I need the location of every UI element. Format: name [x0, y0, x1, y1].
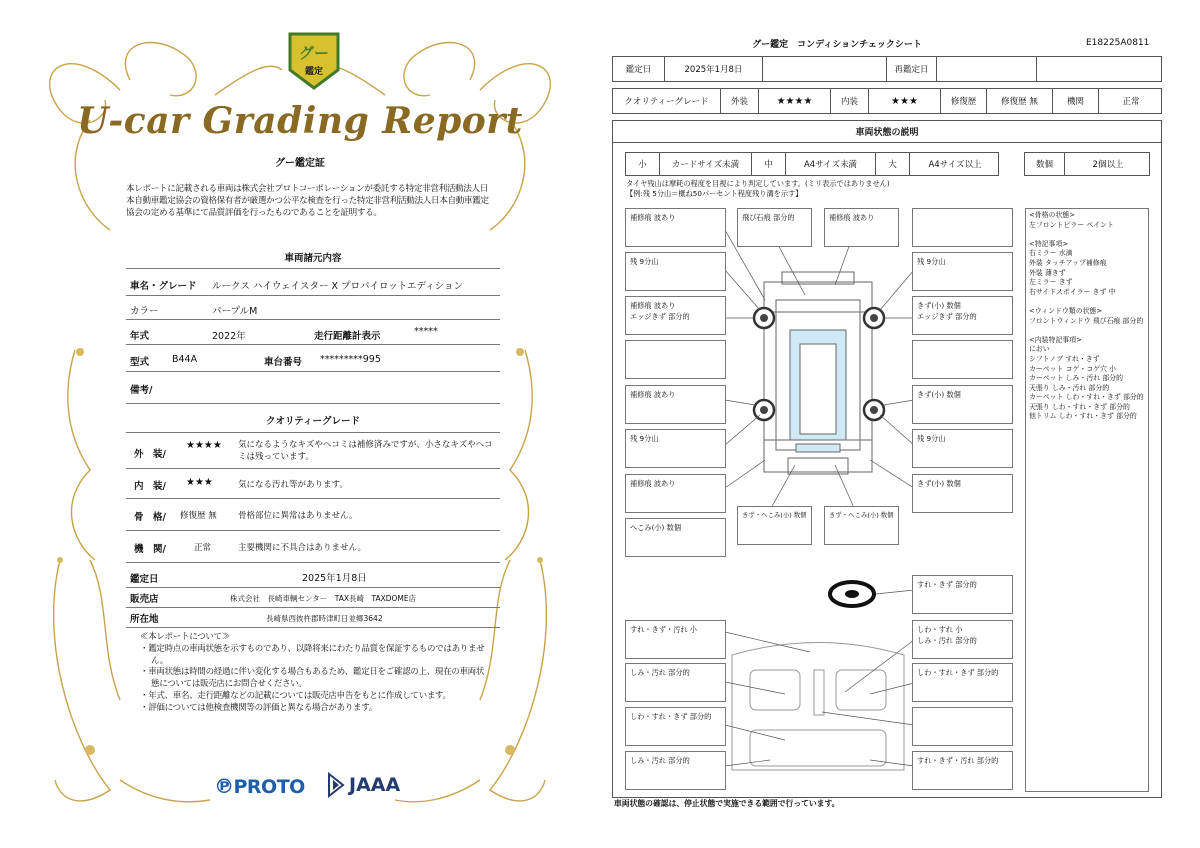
year-value: 2022年 [212, 331, 246, 342]
dealer-label: 販売店 [130, 594, 159, 605]
remarks-row [126, 372, 500, 404]
size-mid: 中 [752, 153, 786, 175]
ext-box-left-mid [625, 340, 726, 379]
int-box-steering: すれ・きず 部分的 [912, 575, 1013, 614]
mileage-label: 走行距離計表示 [314, 331, 381, 342]
check-sheet-title: グー鑑定 コンディションチェックシート [752, 40, 922, 50]
state-heading: 車両状態の説明 [613, 121, 1161, 143]
certificate-title: グー鑑定証 [275, 158, 325, 169]
int-stars: ★★★ [869, 89, 941, 113]
redate-label: 再鑑定日 [887, 57, 937, 81]
exterior-row [126, 434, 500, 469]
frame-label: 骨 格/ [134, 512, 166, 523]
int-box-front-right-seat: しわ・すれ・きず 部分的 [912, 663, 1013, 702]
ext-box-windshield: 飛び石痕 部分的 [737, 208, 812, 247]
interior-stars: ★★★ [186, 477, 213, 488]
interior-text: 気になる汚れ等があります。 [238, 480, 348, 490]
interior-row [126, 469, 500, 499]
ext-box-tire-fr: 残 9分山 [912, 252, 1013, 291]
script-title: U-car Grading Report [77, 100, 523, 142]
year-row [126, 320, 500, 345]
ext-box-rear-bumper-left: へこみ(小) 数個 [625, 518, 726, 557]
date-row [126, 563, 500, 588]
ext-label: 外装 [721, 89, 759, 113]
logos [214, 770, 414, 800]
size-big-desc: A4サイズ以上 [928, 160, 982, 170]
model-value: B44A [172, 354, 198, 365]
exterior-label: 外 装/ [134, 449, 166, 460]
steering-wheel-icon [830, 582, 874, 606]
int-box-center-left: しわ・すれ・きず 部分的 [625, 707, 726, 746]
size-big: 大 [876, 153, 910, 175]
badge-sub: 鑑定 [304, 67, 324, 77]
ext-box-tire-rr: 残 9分山 [912, 429, 1013, 468]
notes-heading: ≪本レポートについて≫ [140, 632, 231, 642]
ext-box-tire-fl: 残 9分山 [625, 252, 726, 291]
int-box-rear-left: しみ・汚れ 部分的 [625, 751, 726, 790]
address-row [126, 608, 500, 628]
size-mid-desc: A4サイズ未満 [786, 153, 876, 175]
repair-value: 修復歴 無 [987, 89, 1053, 113]
repair-label: 修復歴 [941, 89, 987, 113]
count-desc: 2個以上 [1092, 160, 1124, 170]
footer-note: 車両状態の確認は、停止状態で実施できる範囲で行っています。 [614, 799, 840, 808]
address-value: 長崎県西彼杵郡時津町日並郷3642 [266, 614, 383, 623]
ext-box-left-rear: 補修痕 波あり [625, 385, 726, 424]
ext-box-front-right: 補修痕 波あり [824, 208, 899, 247]
exterior-text: 気になるようなキズやヘコミは補修済みですが、小さなキズやヘコミは残っています。 [238, 440, 493, 462]
proto-logo: ℗PROTO [214, 774, 305, 798]
color-row [126, 296, 500, 320]
ext-box-left-front: 補修痕 波あり エッジきず 部分的 [625, 296, 726, 335]
note-item: ・鑑定時点の車両状態を示すものであり、以降将来にわたり品質を保証するものではありません。 [140, 643, 485, 666]
goo-badge-logo [286, 30, 342, 92]
special-notes: <骨格の状態> 左フロントピラー ペイント <特記事項> 右ミラー 水滴 外装 タッチアップ補修痕 外装 薄きず 左ミラー きず 右サイドスポイラー きず 中 <ウィンドウ類の状態> フロントウィンドウ 飛び石痕 部分的 <内装特記事項> におい シフトノブ すれ・きず カーペット コゲ・コゲ穴 小 カーペット しみ・汚れ 部分的 天張り しみ・汚れ 部分的 カーペット しわ・すれ・きず 部分的 天張り しわ・すれ・きず 部分的 他トリム しわ・すれ・きず 部分的 [1025, 208, 1149, 792]
year-label: 年式 [130, 331, 150, 342]
address-label: 所在地 [130, 614, 159, 625]
ext-box-front-left: 補修痕 波あり [625, 208, 726, 247]
frame-text: 骨格部位に異常はありません。 [238, 511, 358, 521]
frame-value: 修復歴 無 [180, 511, 217, 521]
tire-example: 【例:残 5分山＝概ね50パーセント程度残り溝を示す】 [626, 189, 803, 198]
document-id: E18225A0811 [1086, 38, 1150, 48]
int-box-front-right: しわ・すれ 小 しみ・汚れ 部分的 [912, 620, 1013, 659]
date-label: 鑑定日 [130, 574, 159, 585]
dealer-value: 株式会社 長崎車輌センター TAX長崎 TAXDOME店 [230, 594, 417, 603]
int-box-center-right [912, 707, 1013, 746]
engine-value: 正常 [1122, 97, 1140, 107]
ext-box-tire-rl: 残 9分山 [625, 429, 726, 468]
chassis-value: *********995 [320, 354, 381, 365]
int-label: 内装 [831, 89, 869, 113]
qg-label: クオリティーグレード [613, 89, 721, 113]
note-item: ・年式、車名、走行距離などの記載については販売店申告をもとに作成しています。 [140, 690, 451, 701]
color-value: パープルM [212, 306, 258, 317]
engine-value: 正常 [194, 543, 212, 553]
date-value: 2025年1月8日 [665, 57, 763, 81]
date-label: 鑑定日 [613, 57, 665, 81]
ext-box-rear-right: きず(小) 数個 [912, 474, 1013, 513]
exterior-stars: ★★★★ [186, 440, 222, 451]
dealer-row [126, 588, 500, 608]
ext-box-right-rear: きず(小) 数個 [912, 385, 1013, 424]
size-small-desc: カードサイズ未満 [660, 153, 752, 175]
name-label: 車名・グレード [130, 281, 197, 292]
jaaa-emblem-icon [327, 772, 345, 798]
ext-box-right-front: きず(小) 数個 エッジきず 部分的 [912, 296, 1013, 335]
size-small: 小 [626, 153, 660, 175]
ext-box-top-right [912, 208, 1013, 247]
tire-note: タイヤ残山は摩耗の程度を目視により判定しています。(ミリ表示ではありません) [626, 179, 890, 188]
jaaa-logo: JAAA [349, 774, 401, 796]
mileage-value: ***** [414, 326, 438, 337]
ext-box-rear-center-left: きず・へこみ(小) 数個 [737, 506, 812, 545]
ext-box-rear-left: 補修痕 波あり [625, 474, 726, 513]
ext-box-right-mid [912, 340, 1013, 379]
color-label: カラー [130, 306, 159, 317]
interior-label: 内 装/ [134, 481, 166, 492]
ext-box-rear-center-right: きず・へこみ(小) 数個 [824, 506, 899, 545]
int-box-rear-right: すれ・きず・汚れ 部分的 [912, 751, 1013, 790]
model-label: 型式 [130, 357, 150, 368]
name-value: ルークス ハイウェイスター X プロパイロットエディション [212, 281, 463, 292]
remarks-label: 備考/ [130, 385, 153, 396]
count-label: 数個 [1025, 153, 1065, 175]
name-row [126, 270, 500, 296]
note-item: ・評価については他検査機関等の評価と異なる場合があります。 [140, 702, 377, 713]
engine-label: 機 関/ [134, 544, 166, 555]
engine-text: 主要機関に不具合はありません。 [238, 543, 367, 553]
ext-stars: ★★★★ [759, 89, 831, 113]
int-box-front-left-seat: しみ・汚れ 部分的 [625, 663, 726, 702]
chassis-label: 車台番号 [264, 357, 303, 368]
frame-row [126, 499, 500, 531]
note-item: ・車両状態は時間の経過に伴い変化する場合もあるため、鑑定日をご確認の上、現在の車両状態については販売店にお問合せください。 [140, 667, 485, 690]
model-row [126, 345, 500, 372]
spec-heading: 車両諸元内容 [284, 253, 342, 264]
date-value: 2025年1月8日 [302, 573, 367, 584]
engine-label: 機関 [1053, 89, 1099, 113]
quality-heading: クオリティーグレード [265, 416, 361, 427]
engine-row [126, 531, 500, 563]
intro-text: 本レポートに記載される車両は株式会社プロトコーポレーションが委託する特定非営利活動法人日本自動車鑑定協会の資格保有者が厳選かつ公平な検査を行った特定非営利活動法人日本自動車鑑定協会の定める基準にて品質評価を行ったものであることを証明する。 [126, 184, 489, 219]
int-box-dashboard: すれ・きず・汚れ 小 [625, 620, 726, 659]
report-notes [140, 632, 492, 715]
badge-text: グー [298, 44, 330, 62]
